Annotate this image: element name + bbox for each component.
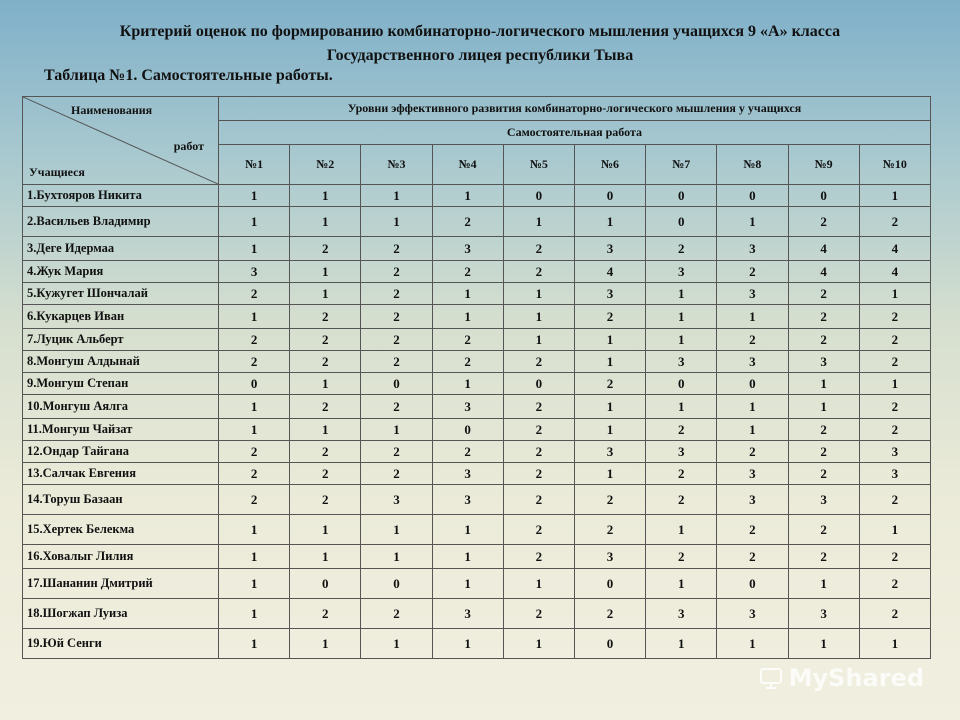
score-cell: 1 [574,329,645,351]
score-cell: 2 [503,261,574,283]
work-header-10: №10 [859,145,930,185]
score-cell: 1 [432,305,503,329]
score-cell: 2 [503,545,574,569]
watermark [759,664,924,692]
corner-header [23,97,219,185]
score-cell: 1 [646,395,717,419]
score-cell: 2 [290,395,361,419]
score-cell: 2 [788,463,859,485]
score-cell: 2 [859,485,930,515]
score-cell: 3 [646,351,717,373]
score-cell: 2 [219,485,290,515]
score-cell: 1 [717,629,788,659]
score-cell: 2 [503,485,574,515]
score-cell: 1 [503,629,574,659]
score-cell: 2 [788,545,859,569]
score-cell: 1 [717,395,788,419]
score-cell: 0 [574,569,645,599]
score-cell: 2 [361,441,432,463]
score-cell: 1 [788,629,859,659]
score-cell: 1 [290,515,361,545]
score-cell: 2 [574,599,645,629]
score-cell: 2 [859,545,930,569]
student-name: 16.Ховалыг Лилия [23,545,219,569]
score-cell: 2 [219,441,290,463]
presentation-icon [759,666,783,690]
score-cell: 3 [788,351,859,373]
score-cell: 0 [717,569,788,599]
work-header-3: №3 [361,145,432,185]
score-cell: 1 [290,261,361,283]
score-cell: 2 [361,329,432,351]
score-cell: 1 [859,283,930,305]
score-cell: 1 [290,545,361,569]
score-cell: 1 [574,207,645,237]
score-cell: 1 [361,515,432,545]
score-cell: 0 [290,569,361,599]
score-cell: 1 [503,283,574,305]
score-cell: 1 [503,329,574,351]
score-cell: 0 [503,373,574,395]
score-cell: 2 [432,351,503,373]
student-name: 12.Ондар Тайгана [23,441,219,463]
score-cell: 1 [503,569,574,599]
score-cell: 2 [788,419,859,441]
score-cell: 1 [290,419,361,441]
score-cell: 2 [361,463,432,485]
score-cell: 3 [717,463,788,485]
corner-label-bottom: Учащиеся [29,165,85,179]
score-cell: 2 [503,237,574,261]
score-cell: 0 [717,185,788,207]
work-header-9: №9 [788,145,859,185]
score-cell: 1 [859,629,930,659]
table-row [23,485,931,515]
score-cell: 1 [361,185,432,207]
table-row [23,261,931,283]
score-cell: 2 [859,351,930,373]
score-cell: 2 [788,441,859,463]
score-cell: 3 [717,485,788,515]
score-cell: 2 [290,485,361,515]
score-cell: 3 [859,441,930,463]
score-cell: 2 [361,599,432,629]
score-cell: 2 [432,207,503,237]
score-cell: 2 [361,261,432,283]
score-cell: 2 [290,305,361,329]
score-cell: 2 [646,545,717,569]
score-cell: 1 [290,283,361,305]
score-cell: 3 [432,599,503,629]
score-cell: 2 [503,395,574,419]
score-cell: 2 [646,237,717,261]
independent-work-header: Самостоятельная работа [219,121,931,145]
score-cell: 3 [788,485,859,515]
score-cell: 2 [859,207,930,237]
table-row [23,515,931,545]
score-cell: 4 [574,261,645,283]
student-name: 17.Шананин Дмитрий [23,569,219,599]
score-cell: 0 [646,207,717,237]
score-cell: 2 [290,329,361,351]
student-name: 6.Кукарцев Иван [23,305,219,329]
work-header-2: №2 [290,145,361,185]
score-cell: 2 [503,419,574,441]
score-cell: 2 [290,463,361,485]
score-cell: 3 [574,237,645,261]
score-cell: 1 [717,305,788,329]
score-cell: 2 [717,261,788,283]
score-cell: 1 [646,329,717,351]
score-cell: 3 [788,599,859,629]
table-row [23,441,931,463]
score-cell: 3 [432,237,503,261]
score-cell: 3 [646,441,717,463]
page-title [0,20,960,68]
score-cell: 2 [290,351,361,373]
score-cell: 1 [219,237,290,261]
corner-label-top: Наименования [71,103,153,117]
student-name: 14.Торуш Базаан [23,485,219,515]
score-cell: 3 [717,351,788,373]
student-name: 8.Монгуш Алдынай [23,351,219,373]
score-cell: 1 [432,185,503,207]
table-row [23,283,931,305]
student-name: 7.Луцик Альберт [23,329,219,351]
score-cell: 1 [859,185,930,207]
score-cell: 1 [646,569,717,599]
score-cell: 1 [219,395,290,419]
score-cell: 2 [361,237,432,261]
score-cell: 2 [219,351,290,373]
score-cell: 3 [574,441,645,463]
score-cell: 2 [574,305,645,329]
work-header-5: №5 [503,145,574,185]
table-row [23,329,931,351]
score-cell: 2 [646,463,717,485]
score-cell: 2 [432,261,503,283]
score-cell: 1 [432,545,503,569]
score-cell: 2 [717,545,788,569]
score-cell: 1 [646,305,717,329]
score-cell: 4 [788,261,859,283]
score-cell: 0 [646,185,717,207]
score-cell: 2 [503,599,574,629]
work-header-6: №6 [574,145,645,185]
score-cell: 0 [361,373,432,395]
score-cell: 1 [859,373,930,395]
score-cell: 2 [788,329,859,351]
score-cell: 0 [646,373,717,395]
score-cell: 3 [432,463,503,485]
score-cell: 2 [859,569,930,599]
score-cell: 0 [432,419,503,441]
title-line-2: Государственного лицея республики Тыва [326,47,634,64]
student-name: 4.Жук Мария [23,261,219,283]
score-cell: 1 [574,419,645,441]
student-name: 2.Васильев Владимир [23,207,219,237]
table-row [23,351,931,373]
score-cell: 1 [788,373,859,395]
score-cell: 2 [503,463,574,485]
score-cell: 3 [646,599,717,629]
score-cell: 2 [361,305,432,329]
score-cell: 2 [788,305,859,329]
student-name: 13.Салчак Евгения [23,463,219,485]
table-row [23,629,931,659]
score-cell: 2 [361,351,432,373]
score-cell: 2 [219,463,290,485]
score-cell: 1 [432,515,503,545]
student-name: 18.Шогжап Луиза [23,599,219,629]
score-cell: 4 [788,237,859,261]
work-header-8: №8 [717,145,788,185]
score-cell: 1 [574,463,645,485]
score-cell: 2 [432,441,503,463]
score-cell: 0 [361,569,432,599]
score-cell: 1 [219,419,290,441]
score-cell: 1 [219,305,290,329]
score-cell: 1 [788,569,859,599]
score-cell: 2 [574,515,645,545]
score-cell: 2 [503,515,574,545]
score-cell: 1 [646,515,717,545]
score-cell: 1 [219,599,290,629]
score-cell: 1 [859,515,930,545]
score-cell: 2 [290,237,361,261]
student-name: 19.Юй Сенги [23,629,219,659]
corner-label-mid: работ [173,139,204,153]
student-name: 11.Монгуш Чайзат [23,419,219,441]
student-name: 3.Деге Идермаа [23,237,219,261]
score-cell: 2 [574,485,645,515]
score-cell: 1 [646,283,717,305]
score-cell: 4 [859,261,930,283]
score-cell: 1 [361,545,432,569]
score-cell: 2 [503,441,574,463]
table-row [23,373,931,395]
score-cell: 1 [290,207,361,237]
table-row [23,185,931,207]
score-cell: 1 [717,419,788,441]
score-cell: 2 [859,305,930,329]
score-cell: 0 [219,373,290,395]
score-cell: 1 [219,515,290,545]
score-cell: 2 [717,441,788,463]
score-cell: 1 [219,207,290,237]
table-row [23,545,931,569]
table-row [23,305,931,329]
score-cell: 2 [646,419,717,441]
table-row [23,419,931,441]
score-cell: 2 [717,329,788,351]
score-cell: 3 [432,485,503,515]
score-cell: 2 [859,395,930,419]
score-cell: 2 [788,207,859,237]
score-cell: 2 [290,599,361,629]
score-cell: 2 [219,283,290,305]
score-cell: 2 [717,515,788,545]
table-row [23,395,931,419]
score-cell: 1 [219,545,290,569]
score-cell: 3 [574,283,645,305]
score-cell: 1 [646,629,717,659]
table-row [23,569,931,599]
score-cell: 3 [717,237,788,261]
score-cell: 2 [503,351,574,373]
score-cell: 2 [290,441,361,463]
score-cell: 1 [788,395,859,419]
score-cell: 2 [788,283,859,305]
table-row [23,207,931,237]
levels-header: Уровни эффективного развития комбинаторно-логического мышления у учащихся [219,97,931,121]
score-cell: 0 [788,185,859,207]
score-cell: 1 [361,629,432,659]
score-cell: 1 [717,207,788,237]
score-cell: 0 [503,185,574,207]
work-header-7: №7 [646,145,717,185]
score-cell: 1 [361,419,432,441]
score-cell: 2 [859,419,930,441]
table-caption: Таблица №1. Самостоятельные работы. [44,67,333,84]
score-cell: 1 [432,373,503,395]
student-name: 5.Кужугет Шончалай [23,283,219,305]
student-name: 9.Монгуш Степан [23,373,219,395]
score-cell: 2 [859,329,930,351]
score-cell: 0 [574,185,645,207]
table-row [23,599,931,629]
score-cell: 2 [788,515,859,545]
score-cell: 1 [503,305,574,329]
score-cell: 1 [219,185,290,207]
score-cell: 2 [646,485,717,515]
score-cell: 3 [361,485,432,515]
score-cell: 1 [290,185,361,207]
score-cell: 3 [646,261,717,283]
score-cell: 3 [717,283,788,305]
score-cell: 3 [859,463,930,485]
score-cell: 1 [361,207,432,237]
score-cell: 1 [219,629,290,659]
work-header-1: №1 [219,145,290,185]
score-cell: 1 [432,629,503,659]
score-cell: 0 [717,373,788,395]
score-cell: 2 [859,599,930,629]
score-cell: 1 [574,351,645,373]
student-name: 1.Бухтояров Никита [23,185,219,207]
work-header-4: №4 [432,145,503,185]
score-cell: 1 [503,207,574,237]
score-cell: 3 [574,545,645,569]
score-cell: 2 [219,329,290,351]
score-cell: 2 [574,373,645,395]
score-cell: 1 [432,283,503,305]
title-line-1: Критерий оценок по формированию комбинаторно-логического мышления учащихся 9 «А» класса [119,23,841,40]
student-name: 10.Монгуш Аялга [23,395,219,419]
table-row [23,463,931,485]
score-cell: 1 [290,629,361,659]
table-row [23,237,931,261]
score-cell: 2 [432,329,503,351]
score-cell: 3 [219,261,290,283]
score-cell: 1 [290,373,361,395]
score-cell: 1 [574,395,645,419]
score-cell: 2 [361,283,432,305]
student-name: 15.Хертек Белекма [23,515,219,545]
score-cell: 1 [219,569,290,599]
score-cell: 4 [859,237,930,261]
score-cell: 0 [574,629,645,659]
scores-table [22,96,931,659]
score-cell: 1 [432,569,503,599]
score-cell: 3 [432,395,503,419]
score-cell: 3 [717,599,788,629]
score-cell: 2 [361,395,432,419]
watermark-text: MyShared [788,664,924,692]
